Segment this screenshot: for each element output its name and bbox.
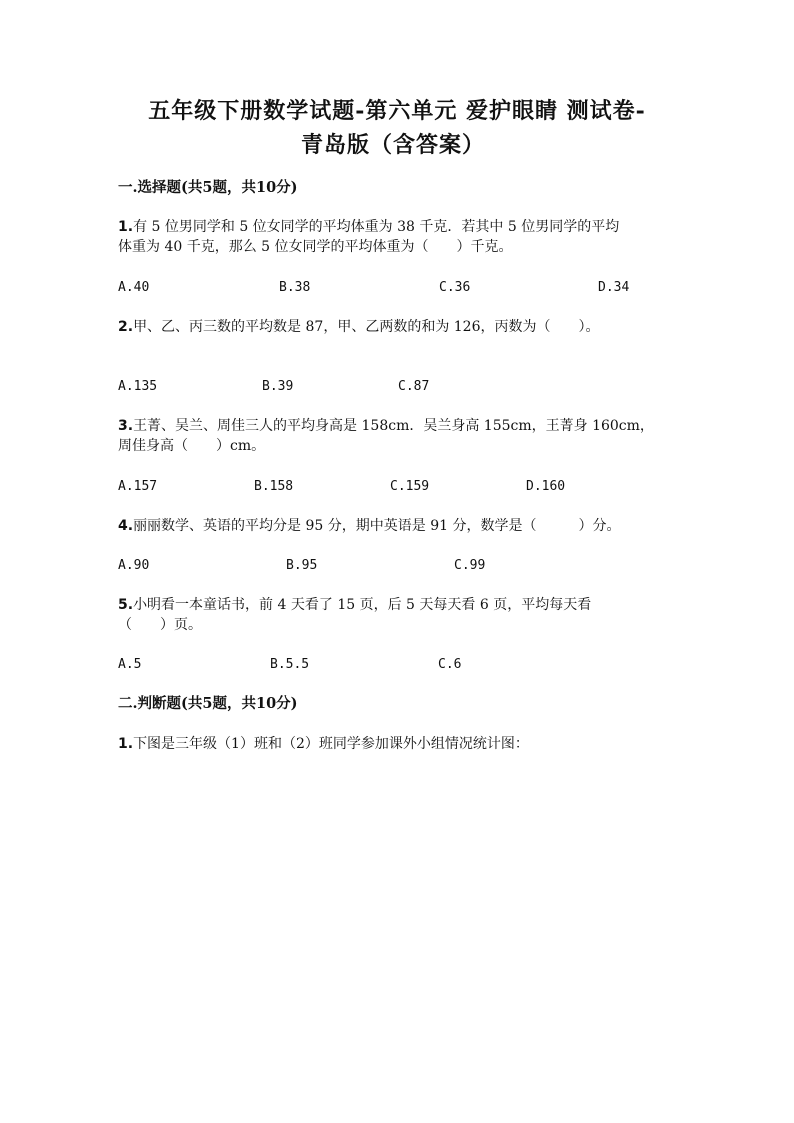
- option-b[interactable]: B.39: [262, 379, 294, 394]
- question-3: [118, 416, 678, 456]
- judgment-question-1: [118, 734, 678, 754]
- question-5: [118, 595, 678, 635]
- option-a[interactable]: A.157: [118, 479, 158, 494]
- option-b[interactable]: B.95: [286, 558, 318, 573]
- option-c[interactable]: C.159: [390, 479, 430, 494]
- question-text-line-1: 下图是三年级（1）班和（2）班同学参加课外小组情况统计图：: [133, 736, 529, 752]
- question-number: 2.: [118, 319, 134, 335]
- question-text-line-2: （ ）页。: [118, 617, 202, 633]
- question-text-line-1: 有 5 位男同学和 5 位女同学的平均体重为 38 千克．若其中 5 位男同学的平均: [133, 219, 620, 235]
- option-d[interactable]: D.160: [526, 479, 566, 494]
- option-b[interactable]: B.38: [279, 280, 311, 295]
- question-number: 5.: [118, 597, 134, 613]
- option-c[interactable]: C.36: [439, 280, 471, 295]
- option-c[interactable]: C.87: [398, 379, 430, 394]
- section-heading-choice: 一.选择题(共5题，共10分): [118, 179, 298, 196]
- question-text-line-1: 丽丽数学、英语的平均分是 95 分，期中英语是 91 分，数学是（ ）分。: [133, 518, 621, 534]
- option-d[interactable]: D.34: [598, 280, 630, 295]
- title-line-1: 五年级下册数学试题-第六单元 爱护眼睛 测试卷-: [148, 98, 646, 124]
- question-number: 1.: [118, 219, 134, 235]
- option-a[interactable]: A.5: [118, 657, 142, 672]
- option-a[interactable]: A.90: [118, 558, 150, 573]
- option-b[interactable]: B.5.5: [270, 657, 310, 672]
- question-number: 3.: [118, 418, 134, 434]
- question-text-line-1: 甲、乙、丙三数的平均数是 87，甲、乙两数的和为 126，丙数为（ ）。: [133, 319, 600, 335]
- option-b[interactable]: B.158: [254, 479, 294, 494]
- question-4: [118, 516, 678, 536]
- question-text-line-2: 周佳身高（ ）cm。: [118, 438, 266, 454]
- title-line-2: 青岛版（含答案）: [300, 132, 485, 158]
- question-number: 4.: [118, 518, 134, 534]
- question-text-line-2: 体重为 40 千克，那么 5 位女同学的平均体重为（ ）千克。: [118, 239, 513, 255]
- option-a[interactable]: A.135: [118, 379, 158, 394]
- option-c[interactable]: C.6: [438, 657, 462, 672]
- option-a[interactable]: A.40: [118, 280, 150, 295]
- question-number: 1.: [118, 736, 134, 752]
- question-text-line-1: 王菁、吴兰、周佳三人的平均身高是 158cm．吴兰身高 155cm，王菁身 160cm，: [133, 418, 654, 434]
- section-heading-judgment: 二.判断题(共5题，共10分): [118, 695, 298, 712]
- question-text-line-1: 小明看一本童话书，前 4 天看了 15 页，后 5 天每天看 6 页，平均每天看: [133, 597, 592, 613]
- question-1: [118, 217, 678, 257]
- option-c[interactable]: C.99: [454, 558, 486, 573]
- question-2: [118, 317, 678, 337]
